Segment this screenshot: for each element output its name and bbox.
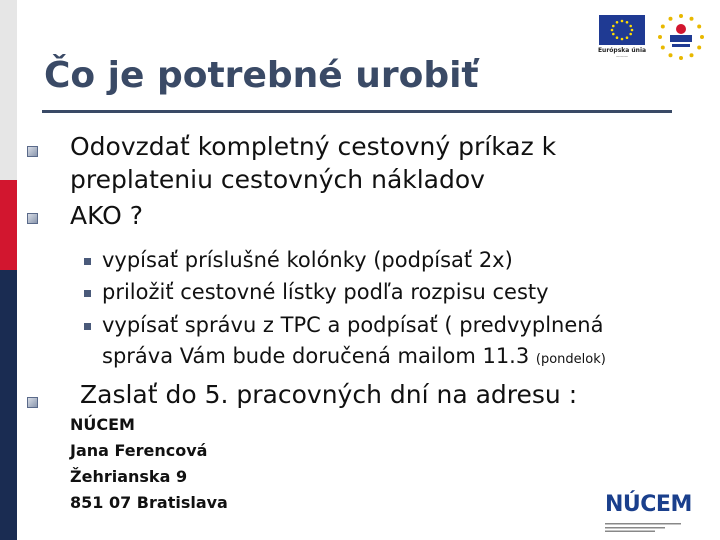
bullet-line-1-cont: preplateniu cestovných nákladov <box>70 165 485 194</box>
sub-bullet-3-cont-text: správa Vám bude doručená mailom 11.3 <box>102 344 536 368</box>
eu-label: Európska únia <box>597 47 647 54</box>
bullet-square-icon <box>27 213 38 224</box>
title-underline <box>42 110 672 113</box>
sub-bullet-1: vypísať príslušné kolónky (podpísať 2x) <box>102 248 513 272</box>
nucem-tagline-icon <box>605 522 681 532</box>
address-line-1: NÚCEM <box>70 415 135 434</box>
eu-logo <box>597 15 647 61</box>
sub-bullet-3: vypísať správu z TPC a podpísať ( predvyplnená <box>102 313 604 337</box>
slide-title: Čo je potrebné urobiť <box>44 55 479 96</box>
bullet-line-3: Zaslať do 5. pracovných dní na adresu : <box>80 380 578 409</box>
esf-logo-icon <box>656 12 706 62</box>
eu-flag-icon <box>599 15 645 45</box>
sub-bullet-note: (pondelok) <box>535 352 606 367</box>
sub-bullet-icon <box>84 290 91 297</box>
nucem-logo <box>605 492 692 528</box>
bullet-line-1: Odovzdať kompletný cestovný príkaz k <box>70 132 557 161</box>
bullet-line-2: AKO ? <box>70 201 144 230</box>
sidebar-navy-band <box>0 270 17 540</box>
address-block <box>70 412 228 516</box>
sidebar-red-band <box>0 180 17 270</box>
address-line-2: Jana Ferencová <box>70 441 208 460</box>
left-sidebar <box>0 0 17 540</box>
sub-bullet-2: priložiť cestovné lístky podľa rozpisu cesty <box>102 280 549 304</box>
sub-bullet-icon <box>84 258 91 265</box>
sub-bullet-icon <box>84 323 91 330</box>
bullet-square-icon <box>27 397 38 408</box>
eu-sub-line: ——— <box>616 54 628 59</box>
sub-bullet-3-cont <box>102 341 606 375</box>
nucem-wordmark: NÚCEM <box>605 492 692 517</box>
sidebar-gray-band <box>0 0 17 180</box>
address-line-4: 851 07 Bratislava <box>70 493 228 512</box>
bullet-square-icon <box>27 146 38 157</box>
address-line-3: Žehrianska 9 <box>70 467 188 486</box>
